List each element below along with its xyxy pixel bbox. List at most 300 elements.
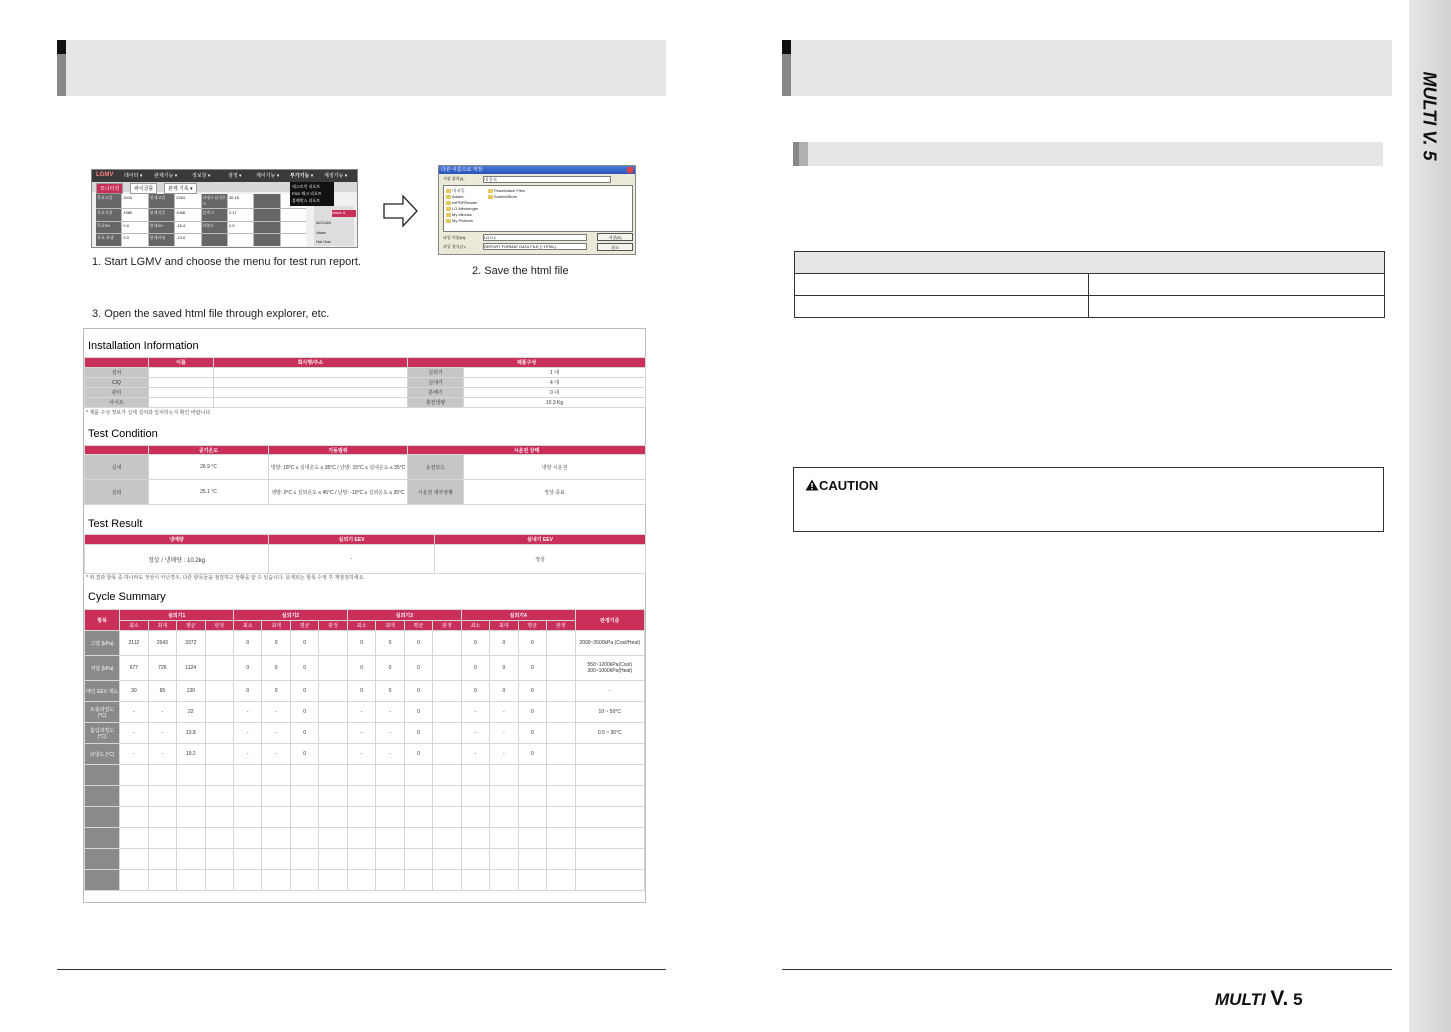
row-label: [85, 870, 120, 891]
table-cell: 실내기: [408, 378, 464, 388]
table-cell: [290, 786, 318, 807]
lgmv-grid-cell: [254, 194, 279, 208]
table-cell: [177, 786, 205, 807]
table-cell: [319, 744, 347, 765]
lgmv-brand: LGMV: [96, 172, 114, 178]
table-cell: -: [148, 702, 176, 723]
table-cell: [376, 870, 404, 891]
filename-label: 파일 이름(N):: [443, 235, 467, 240]
table-subheader: 최소: [120, 621, 148, 631]
lgmv-valve-button[interactable]: Valve #: [332, 210, 356, 217]
table-cell: [262, 828, 290, 849]
lgmv-grid-cell: [228, 234, 253, 246]
table-cell: [319, 870, 347, 891]
table-subheader: 판정: [319, 621, 347, 631]
table-cell: [319, 849, 347, 870]
caution-box: [793, 467, 1384, 532]
lgmv-side-label: ACCUM: [316, 220, 331, 225]
lgmv-grid-cell: 2264: [175, 194, 200, 208]
lgmv-screenshot: [91, 169, 358, 248]
table-cell: -: [234, 702, 262, 723]
right-section-header: [782, 40, 1392, 96]
table-cell: -: [262, 744, 290, 765]
table-row: [85, 786, 645, 807]
table-cell: [347, 849, 375, 870]
table-cell: [214, 398, 408, 408]
lgmv-grid-cell: 1058: [175, 209, 200, 221]
look-in-select[interactable]: 내 문서: [483, 176, 611, 183]
table-cell: 0: [290, 681, 318, 702]
warning-icon: [805, 479, 819, 491]
table-cell: -: [461, 702, 489, 723]
table-cell: [290, 870, 318, 891]
table-cell: 0: [376, 631, 404, 656]
table-cell: [376, 786, 404, 807]
folder-item[interactable]: 내 파일: [446, 188, 465, 194]
table-cell: [490, 765, 518, 786]
table-cell: [575, 870, 644, 891]
table-cell: [205, 631, 233, 656]
table-cell: 0: [376, 681, 404, 702]
table-row: [85, 765, 645, 786]
table-cell: [518, 870, 546, 891]
table-cell: [149, 368, 214, 378]
table-cell: 0: [461, 656, 489, 681]
table-cell: 0 대: [464, 388, 646, 398]
table-cell: [547, 723, 575, 744]
lgmv-dropdown-item[interactable]: 블랙박스 리포트: [292, 198, 321, 203]
table-cell: [120, 786, 148, 807]
lgmv-side-panel: [314, 206, 354, 246]
caption-step-3: 3. Open the saved html file through explorer, etc.: [92, 308, 330, 320]
dialog-title: 다른 이름으로 저장: [441, 167, 483, 173]
file-list-pane[interactable]: [443, 185, 633, 232]
lgmv-data-grid: [96, 194, 306, 246]
lgmv-grid-cell: 현재고압: [149, 194, 174, 208]
table-header: [85, 358, 149, 368]
result-cell: 정상: [435, 545, 646, 574]
table-cell: [404, 828, 432, 849]
table-cell: 22: [177, 702, 205, 723]
row-label: [85, 807, 120, 828]
lgmv-grid-cell: 목표고압: [96, 194, 121, 208]
table-cell: [205, 786, 233, 807]
lgmv-dropdown-item[interactable]: 테스트런 리포트: [292, 184, 321, 189]
table-header: 실외기3: [347, 610, 461, 621]
table-cell: [319, 807, 347, 828]
folder-item[interactable]: LG Messenger: [446, 206, 478, 211]
table-cell: [433, 631, 461, 656]
table-cell: [149, 398, 214, 408]
table-cell: -: [490, 702, 518, 723]
table-cell: [347, 765, 375, 786]
table-cell: 실내: [85, 455, 149, 480]
table-cell: -: [347, 702, 375, 723]
row-label: 과냉도 (°C): [85, 744, 120, 765]
lgmv-tab[interactable]: 관제 기록 ▾: [164, 183, 197, 194]
caution-label: CAUTION: [805, 478, 878, 493]
table-cell: -: [461, 723, 489, 744]
table-cell: 관리: [85, 388, 149, 398]
table-row: [85, 702, 645, 723]
table-cell: [234, 807, 262, 828]
row-label: 메인 EEV 개도: [85, 681, 120, 702]
lgmv-grid-cell: 1080: [122, 209, 147, 221]
table-cell: [177, 765, 205, 786]
table-cell: [177, 807, 205, 828]
table-header: 실외기1: [120, 610, 234, 621]
lgmv-menu-item[interactable]: 데이터 ▾: [124, 173, 143, 179]
lgmv-grid-cell: -16.4: [175, 222, 200, 234]
table-subheader: 최대: [376, 621, 404, 631]
save-button[interactable]: 저장(S): [597, 233, 633, 241]
lgmv-side-label: Valve: [316, 230, 326, 235]
table-subheader: 최대: [148, 621, 176, 631]
table-subheader: 최대: [262, 621, 290, 631]
lgmv-menu-item[interactable]: 설정 ▾: [228, 173, 242, 179]
filename-input[interactable]: LG 0 1: [483, 234, 587, 241]
table-row: [85, 723, 645, 744]
lgmv-grid-cell: 2010: [122, 194, 147, 208]
lgmv-dropdown-item[interactable]: FDD 체크 리포트: [292, 191, 322, 196]
table-cell: [347, 807, 375, 828]
table-row: [85, 631, 645, 656]
table-cell: [319, 786, 347, 807]
lgmv-grid-cell: 2.9: [228, 222, 253, 234]
table-row: [85, 480, 646, 505]
table-row: [85, 870, 645, 891]
table-cell: [433, 765, 461, 786]
left-section-header: [57, 40, 666, 96]
table-cell: [205, 681, 233, 702]
table-cell: [490, 849, 518, 870]
table-cell: 0: [290, 723, 318, 744]
table-cell: [262, 870, 290, 891]
folder-item[interactable]: My eBooks: [446, 212, 472, 217]
test-condition-table: [84, 445, 646, 505]
folder-item[interactable]: My Pictures: [446, 218, 473, 223]
table-cell: -: [347, 723, 375, 744]
table-cell: [376, 828, 404, 849]
table-header: 실내기 EEV: [435, 535, 646, 545]
table-cell: -: [234, 723, 262, 744]
table-cell: [205, 765, 233, 786]
report-section-title: Cycle Summary: [88, 591, 166, 603]
lgmv-grid-cell: [281, 209, 306, 221]
table-cell: 4 대: [464, 378, 646, 388]
table-cell: [575, 786, 644, 807]
right-empty-table: [794, 251, 1385, 318]
table-header: [85, 446, 149, 455]
lgmv-grid-cell: 현재저압: [149, 209, 174, 221]
cancel-button[interactable]: 취소: [597, 243, 633, 251]
table-cell: [177, 870, 205, 891]
table-cell: 실외기: [408, 368, 464, 378]
table-cell: [148, 765, 176, 786]
folder-item[interactable]: PlaceAttach Files: [488, 188, 525, 193]
table-cell: 0: [290, 656, 318, 681]
report-section-title: Test Result: [88, 518, 143, 530]
table-cell: 13.8: [177, 723, 205, 744]
table-header: 공기온도: [149, 446, 269, 455]
table-row: [85, 378, 646, 388]
table-subheader: 최대: [490, 621, 518, 631]
table-cell: 10.3 Kg: [464, 398, 646, 408]
row-label: 저압 (kPa): [85, 656, 120, 681]
table-header: 시운전 상태: [408, 446, 646, 455]
table-cell: [575, 849, 644, 870]
table-cell: [433, 723, 461, 744]
lgmv-menu-item[interactable]: 관제기능 ▾: [154, 173, 178, 179]
table-cell: [1089, 274, 1385, 296]
table-cell: [518, 786, 546, 807]
table-cell: [234, 849, 262, 870]
table-cell: [319, 702, 347, 723]
table-cell: [290, 849, 318, 870]
close-icon[interactable]: [627, 167, 633, 173]
table-cell: 0: [234, 681, 262, 702]
table-subheader: 평균: [177, 621, 205, 631]
table-cell: [205, 849, 233, 870]
table-cell: -: [490, 723, 518, 744]
table-cell: [1089, 296, 1385, 318]
look-in-label: 저장 위치(I):: [443, 176, 465, 181]
table-cell: [461, 870, 489, 891]
caption-step-2: 2. Save the html file: [472, 265, 569, 277]
row-label: 토출과열도 (°C): [85, 702, 120, 723]
table-cell: [234, 786, 262, 807]
report-section-title: Test Condition: [88, 428, 158, 440]
result-cell: -: [269, 545, 435, 574]
lgmv-grid-cell: 2.17: [228, 209, 253, 221]
table-cell: [347, 786, 375, 807]
table-cell: [547, 702, 575, 723]
lgmv-tab[interactable]: 모니터링: [96, 183, 123, 194]
table-header: 실외기4: [461, 610, 575, 621]
table-cell: 0: [404, 723, 432, 744]
table-cell: [148, 828, 176, 849]
table-cell: [262, 786, 290, 807]
caption-step-1: 1. Start LGMV and choose the menu for test run report.: [92, 256, 362, 268]
table-cell: 정상 종료: [464, 480, 646, 505]
table-row: [85, 849, 645, 870]
table-cell: [404, 870, 432, 891]
table-cell: 냉방 시운전: [464, 455, 646, 480]
table-cell: 냉방: 18°C ≤ 실내온도 ≤ 35°C / 난방: 15°C ≤ 실내온도 ≤ 35°C: [269, 455, 408, 480]
lgmv-grid-cell: -13.0: [175, 234, 200, 246]
table-cell: [120, 849, 148, 870]
table-cell: [319, 765, 347, 786]
table-cell: [547, 870, 575, 891]
table-cell: [234, 828, 262, 849]
table-header: 가동범위: [269, 446, 408, 455]
table-cell: -: [120, 723, 148, 744]
filetype-label: 파일 형식(T):: [443, 244, 466, 249]
table-cell: 0: [347, 656, 375, 681]
folder-item[interactable]: Adobe: [446, 194, 464, 199]
table-cell: 10 ~ 50°C: [575, 702, 644, 723]
lgmv-grid-cell: 0.0: [122, 222, 147, 234]
table-cell: [262, 849, 290, 870]
table-cell: [148, 849, 176, 870]
table-row: [85, 681, 645, 702]
row-label: 고압 (kPa): [85, 631, 120, 656]
table-cell: 충전냉량: [408, 398, 464, 408]
lgmv-grid-cell: [202, 234, 227, 246]
table-cell: 0: [262, 681, 290, 702]
table-header: 항목: [85, 610, 120, 631]
table-cell: 65: [148, 681, 176, 702]
table-cell: [547, 849, 575, 870]
table-cell: [205, 702, 233, 723]
table-cell: [376, 849, 404, 870]
table-header-row: [795, 252, 1385, 274]
lgmv-grid-cell: 압축비: [202, 209, 227, 221]
table-cell: [575, 828, 644, 849]
lgmv-grid-cell: 목표SH: [96, 222, 121, 234]
lgmv-grid-cell: 현재SH: [149, 222, 174, 234]
table-cell: [214, 368, 408, 378]
table-cell: [149, 388, 214, 398]
table-cell: [433, 702, 461, 723]
table-cell: [433, 849, 461, 870]
right-arrow-icon: [383, 194, 419, 228]
table-cell: 0.5 ~ 30°C: [575, 723, 644, 744]
table-cell: [547, 786, 575, 807]
lgmv-dropdown-menu: [290, 182, 334, 206]
table-row: [85, 455, 646, 480]
table-cell: -: [262, 702, 290, 723]
lgmv-menu-item[interactable]: 정보창 ▾: [192, 173, 211, 179]
table-cell: [319, 656, 347, 681]
table-header: 판정기준: [575, 610, 644, 631]
table-cell: 19.2: [177, 744, 205, 765]
table-cell: 677: [120, 656, 148, 681]
table-cell: 1 대: [464, 368, 646, 378]
table-row: [85, 828, 645, 849]
table-cell: 1124: [177, 656, 205, 681]
table-row: [85, 368, 646, 378]
table-cell: [214, 388, 408, 398]
table-cell: [376, 807, 404, 828]
table-cell: [547, 828, 575, 849]
table-cell: 0: [234, 631, 262, 656]
lgmv-grid-cell: 30.18: [228, 194, 253, 208]
table-cell: -: [347, 744, 375, 765]
lgmv-grid-cell: [254, 222, 279, 234]
cycle-summary-table: [84, 609, 645, 891]
table-cell: 0: [518, 656, 546, 681]
table-cell: [461, 807, 489, 828]
table-cell: [205, 744, 233, 765]
table-cell: [205, 656, 233, 681]
table-cell: 0: [290, 702, 318, 723]
table-cell: [205, 870, 233, 891]
table-cell: -: [234, 744, 262, 765]
table-cell: [319, 681, 347, 702]
table-cell: [518, 849, 546, 870]
table-cell: [490, 807, 518, 828]
table-row: [85, 621, 645, 631]
table-cell: -: [120, 744, 148, 765]
table-cell: 0: [290, 744, 318, 765]
table-cell: 0: [518, 702, 546, 723]
table-cell: 시운전 세부상황: [408, 480, 464, 505]
table-header: 실외기 EEV: [269, 535, 435, 545]
lgmv-grid-cell: [281, 222, 306, 234]
save-dialog-screenshot: [438, 165, 636, 255]
table-cell: 0: [461, 681, 489, 702]
table-cell: [433, 656, 461, 681]
table-cell: 0: [404, 702, 432, 723]
right-subsection-header: [793, 142, 1383, 166]
folder-item[interactable]: ezPDFReader: [446, 200, 477, 205]
lgmv-tab[interactable]: 싸이클툴: [130, 183, 157, 194]
table-cell: -: [376, 744, 404, 765]
table-cell: [795, 296, 1089, 318]
table-cell: 운전모드: [408, 455, 464, 480]
table-cell: 550~1200kPa(Cool) 300~1000kPa(Heat): [575, 656, 644, 681]
table-cell: [234, 765, 262, 786]
table-cell: [120, 828, 148, 849]
table-cell: -: [148, 744, 176, 765]
table-row: [85, 807, 645, 828]
lgmv-menu-item[interactable]: 부가기능 ▾: [290, 173, 314, 179]
table-cell: 0: [404, 656, 432, 681]
table-cell: 2000~3500kPa (Cool/Heat): [575, 631, 644, 656]
dialog-title-bar: [439, 166, 635, 174]
lgmv-menu-item[interactable]: 제어기능 ▾: [256, 173, 280, 179]
table-cell: -: [461, 744, 489, 765]
table-cell: 25.1 °C: [149, 480, 269, 505]
installation-table: [84, 357, 646, 408]
table-cell: [461, 849, 489, 870]
table-cell: 0: [490, 656, 518, 681]
report-section-title: Installation Information: [88, 340, 199, 352]
table-cell: 2643: [148, 631, 176, 656]
filetype-select[interactable]: REPORT FORMAT DATA FILE (*.HTML): [483, 243, 587, 250]
table-row: [85, 388, 646, 398]
header-tab-marker: [57, 40, 66, 96]
table-cell: 0: [234, 656, 262, 681]
table-cell: 냉방: 0°C ≤ 실외온도 ≤ 45°C / 난방: -10°C ≤ 실외온도 ≤ 35°C: [269, 480, 408, 505]
table-subheader: 최소: [347, 621, 375, 631]
table-cell: [547, 681, 575, 702]
table-cell: [290, 765, 318, 786]
table-cell: 분배기: [408, 388, 464, 398]
table-cell: [319, 828, 347, 849]
table-cell: [177, 849, 205, 870]
row-label: 흡입과열도 (°C): [85, 723, 120, 744]
table-cell: 0: [290, 631, 318, 656]
table-row: [85, 656, 645, 681]
table-cell: -: [120, 702, 148, 723]
table-cell: [518, 807, 546, 828]
table-header: 냉매량: [85, 535, 269, 545]
table-cell: [319, 723, 347, 744]
table-cell: 2112: [120, 631, 148, 656]
folder-item[interactable]: SumbolStore: [488, 194, 517, 199]
header-tab-marker: [782, 40, 791, 96]
table-cell: [205, 807, 233, 828]
table-cell: -: [376, 702, 404, 723]
lgmv-menu-item[interactable]: 계정기능 ▾: [324, 173, 348, 179]
table-row: [85, 610, 645, 621]
row-label: [85, 765, 120, 786]
table-cell: [547, 631, 575, 656]
table-cell: 0: [518, 723, 546, 744]
table-cell: [404, 807, 432, 828]
